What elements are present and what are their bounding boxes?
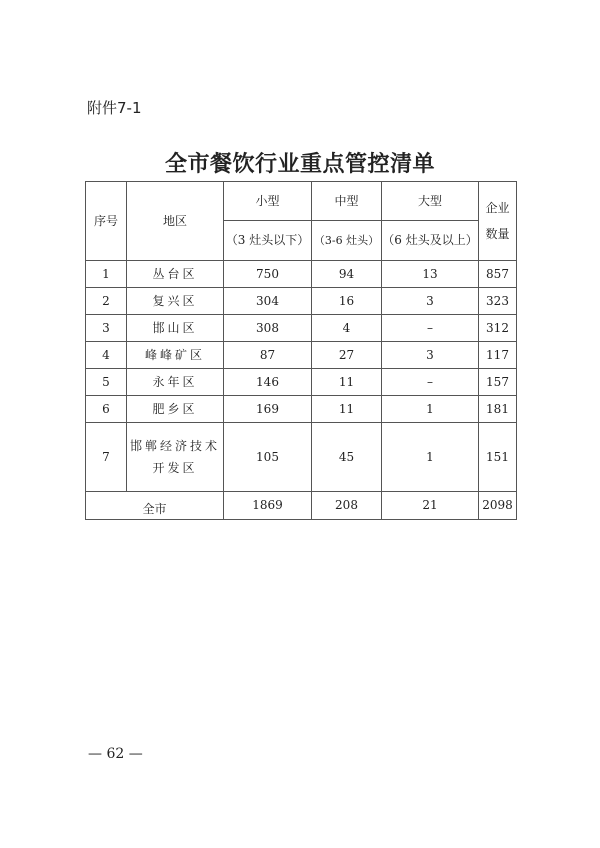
cell-medium: 27 [312, 342, 382, 369]
cell-large: 13 [382, 261, 479, 288]
cell-medium: 16 [312, 288, 382, 315]
cell-small: 87 [224, 342, 312, 369]
cell-region: 复兴区 [127, 288, 224, 315]
cell-large: 1 [382, 423, 479, 492]
header-total-line2: 数量 [485, 227, 510, 241]
cell-total: 323 [479, 288, 517, 315]
cell-total: 117 [479, 342, 517, 369]
page-title: 全市餐饮行业重点管控清单 [164, 151, 435, 177]
cell-region: 峰峰矿区 [127, 342, 224, 369]
cell-index: 4 [86, 342, 127, 369]
cell-small: 169 [224, 396, 312, 423]
cell-medium: 11 [312, 396, 382, 423]
cell-region: 邯山区 [127, 315, 224, 342]
header-row [86, 182, 517, 221]
table-row [86, 342, 517, 369]
summary-label: 全市 [86, 492, 224, 520]
cell-index: 2 [86, 288, 127, 315]
table-row [86, 315, 517, 342]
cell-small: 304 [224, 288, 312, 315]
cell-total: 151 [479, 423, 517, 492]
header-region: 地区 [127, 182, 224, 261]
header-total [479, 182, 517, 261]
cell-index: 7 [86, 423, 127, 492]
header-medium: 中型 [312, 182, 382, 221]
cell-small: 750 [224, 261, 312, 288]
cell-index: 6 [86, 396, 127, 423]
cell-region: 肥乡区 [127, 396, 224, 423]
cell-total: 181 [479, 396, 517, 423]
cell-large: 3 [382, 342, 479, 369]
header-medium-sub: （3-6 灶头） [312, 221, 382, 261]
cell-large: 1 [382, 396, 479, 423]
cell-total: 157 [479, 369, 517, 396]
header-large-sub: （6 灶头及以上） [382, 221, 479, 261]
summary-small: 1869 [224, 492, 312, 520]
header-large: 大型 [382, 182, 479, 221]
attachment-label: 附件7-1 [87, 99, 142, 117]
table-row [86, 261, 517, 288]
cell-region-line2: 开发区 [152, 461, 198, 475]
cell-small: 146 [224, 369, 312, 396]
cell-region [127, 423, 224, 492]
control-list-table [85, 181, 517, 520]
cell-medium: 94 [312, 261, 382, 288]
cell-total: 857 [479, 261, 517, 288]
cell-small: 105 [224, 423, 312, 492]
cell-index: 5 [86, 369, 127, 396]
table-row [86, 369, 517, 396]
table-row [86, 396, 517, 423]
cell-small: 308 [224, 315, 312, 342]
header-small-sub: （3 灶头以下） [224, 221, 312, 261]
cell-large: 3 [382, 288, 479, 315]
cell-region: 永年区 [127, 369, 224, 396]
cell-total: 312 [479, 315, 517, 342]
table-row [86, 288, 517, 315]
cell-index: 3 [86, 315, 127, 342]
summary-large: 21 [382, 492, 479, 520]
cell-medium: 11 [312, 369, 382, 396]
table-row [86, 423, 517, 492]
header-small: 小型 [224, 182, 312, 221]
header-index: 序号 [86, 182, 127, 261]
cell-medium: 4 [312, 315, 382, 342]
header-total-line1: 企业 [485, 201, 510, 215]
cell-medium: 45 [312, 423, 382, 492]
page-number: — 62 — [88, 746, 143, 762]
cell-large: – [382, 315, 479, 342]
cell-large: – [382, 369, 479, 396]
summary-total: 2098 [479, 492, 517, 520]
summary-medium: 208 [312, 492, 382, 520]
cell-index: 1 [86, 261, 127, 288]
cell-region-line1: 邯郸经济技术 [129, 439, 220, 453]
cell-region: 丛台区 [127, 261, 224, 288]
summary-row [86, 492, 517, 520]
